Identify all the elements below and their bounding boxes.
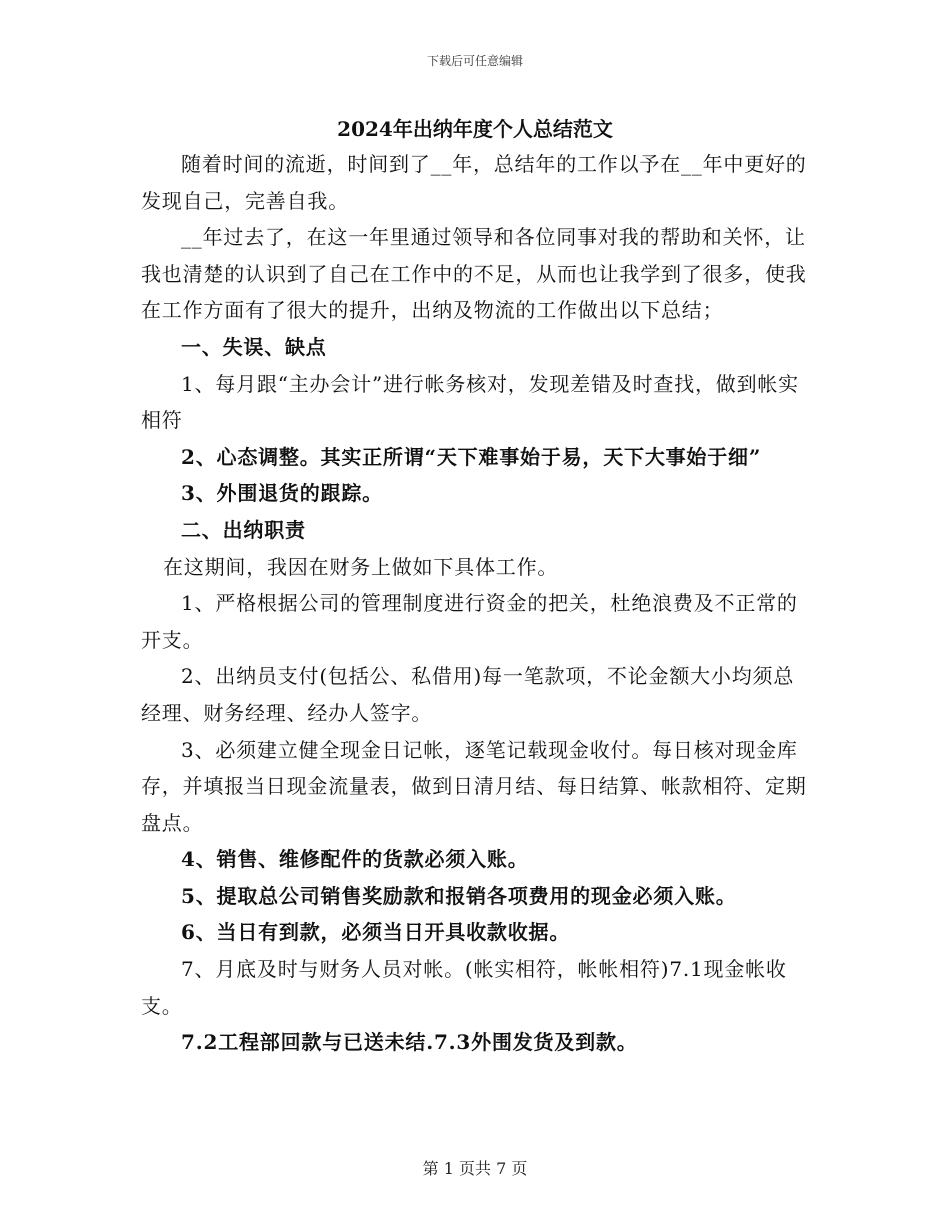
document-title: 2024年出纳年度个人总结范文 [337, 117, 613, 141]
list-item: 3、必须建立健全现金日记帐，逐笔记载现金收付。每日核对现金库存，并填报当日现金流量表，做到日清月结、每日结算、帐款相符、定期盘点。 [141, 737, 807, 835]
header-note: 下载后可任意编辑 [426, 54, 523, 68]
list-item: 2、心态调整。其实正所谓“天下难事始于易，天下大事始于细” [181, 444, 762, 469]
list-item: 2、出纳员支付(包括公、私借用)每一笔款项，不论金额大小均须总经理、财务经理、经办人签字。 [141, 664, 795, 725]
list-item: 7、月底及时与财务人员对帐。(帐实相符，帐帐相符)7.1现金帐收支。 [141, 957, 787, 1018]
list-item: 4、销售、维修配件的货款必须入账。 [181, 847, 529, 872]
list-item: 7.2工程部回款与已送未结.7.3外围发货及到款。 [181, 1030, 638, 1055]
paragraph-duties-intro: 在这期间，我因在财务上做如下具体工作。 [163, 554, 559, 579]
list-item: 6、当日有到款，必须当日开具收款收据。 [181, 920, 571, 945]
list-item: 5、提取总公司销售奖励款和报销各项费用的现金必须入账。 [181, 883, 737, 908]
list-item: 3、外围退货的跟踪。 [181, 481, 383, 506]
list-item: 1、每月跟“主办会计”进行帐务核对，发现差错及时查找，做到帐实相符 [141, 371, 799, 433]
list-item: 1、严格根据公司的管理制度进行资金的把关，杜绝浪费及不正常的开支。 [141, 591, 798, 652]
section-heading-duties: 二、出纳职责 [181, 517, 306, 542]
paragraph-year-review: __年过去了，在这一年里通过领导和各位同事对我的帮助和关怀，让我也清楚的认识到了自己在工作中的不足，从而也让我学到了很多，使我在工作方面有了很大的提升，出纳及物流的工作做出以下总结； [141, 225, 807, 323]
section-heading-mistakes: 一、失误、缺点 [181, 334, 327, 359]
document-body [141, 146, 809, 1061]
page-number: 第 1 页共 7 页 [422, 1159, 528, 1178]
paragraph-intro: 随着时间的流逝，时间到了__年，总结年的工作以予在__年中更好的发现自己，完善自我。 [141, 152, 807, 213]
